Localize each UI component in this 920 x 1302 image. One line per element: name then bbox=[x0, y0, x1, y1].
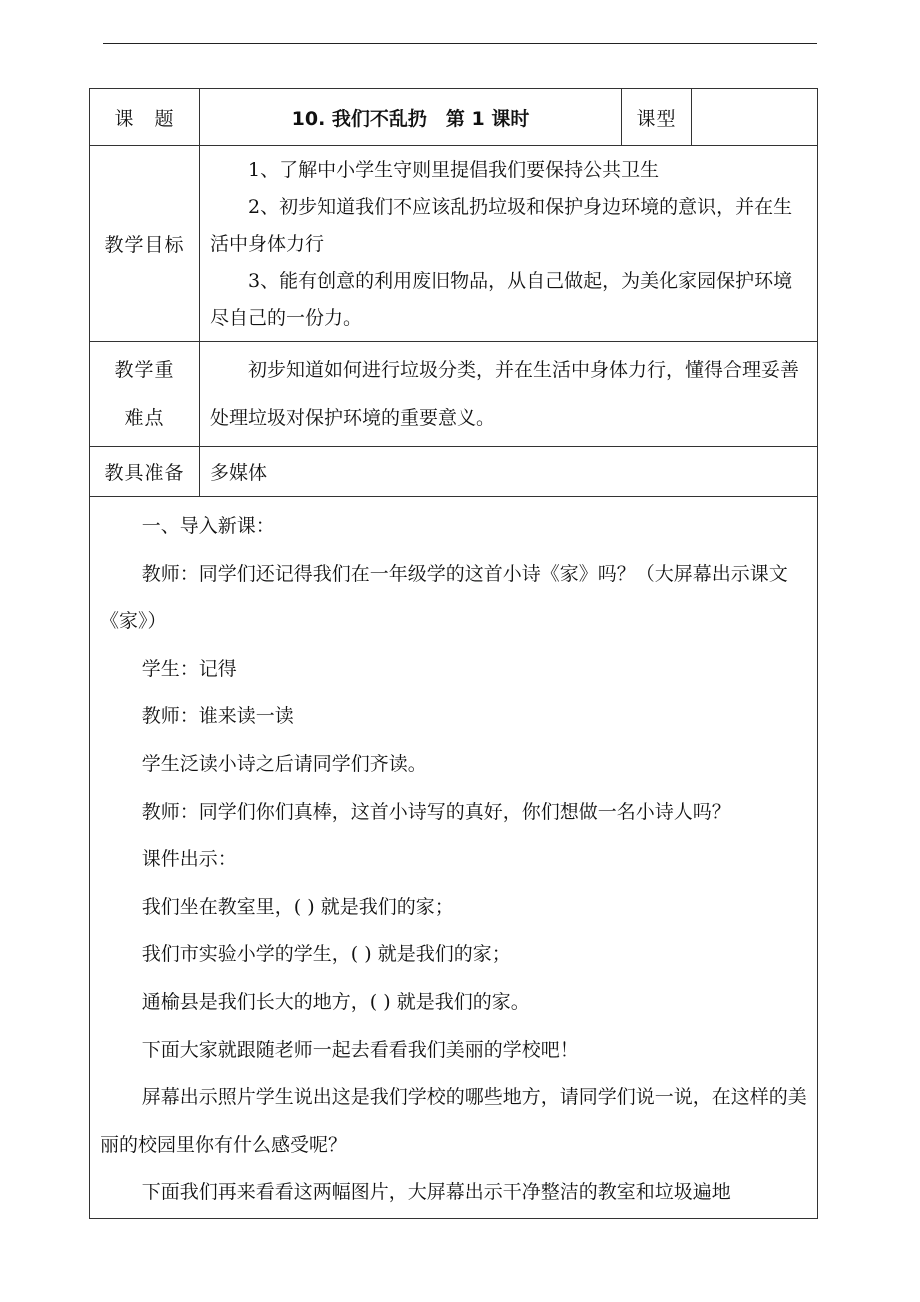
goal-item: 1、了解中小学生守则里提倡我们要保持公共卫生 bbox=[248, 159, 660, 181]
process-row bbox=[90, 497, 818, 1219]
lesson-title: 10. 我们不乱扔 第 1 课时 bbox=[200, 89, 622, 146]
focus-label-line2: 难点 bbox=[124, 407, 165, 429]
header-rule bbox=[103, 43, 817, 44]
process-paragraph: 屏幕出示照片学生说出这是我们学校的哪些地方，请同学们说一说，在这样的美丽的校园里你有什么感受呢？ bbox=[100, 1086, 807, 1156]
tools-value: 多媒体 bbox=[200, 447, 818, 497]
process-paragraph: 我们市实验小学的学生，( ) 就是我们的家； bbox=[141, 943, 511, 966]
topic-row bbox=[90, 89, 818, 146]
process-cell bbox=[90, 497, 818, 1219]
process-paragraph: 下面大家就跟随老师一起去看看我们美丽的学校吧！ bbox=[141, 1038, 579, 1061]
process-paragraph: 学生：记得 bbox=[141, 657, 237, 680]
process-paragraph: 通榆县是我们长大的地方，( ) 就是我们的家。 bbox=[141, 990, 530, 1013]
topic-label: 课 题 bbox=[90, 89, 200, 146]
process-paragraph: 学生泛读小诗之后请同学们齐读。 bbox=[141, 752, 427, 775]
process-paragraph: 我们坐在教室里，( ) 就是我们的家； bbox=[141, 895, 454, 918]
goal-item: 2、初步知道我们不应该乱扔垃圾和保护身边环境的意识，并在生活中身体力行 bbox=[210, 196, 793, 255]
process-paragraph: 下面我们再来看看这两幅图片，大屏幕出示干净整洁的教室和垃圾遍地 bbox=[141, 1181, 731, 1204]
process-paragraph: 教师：谁来读一读 bbox=[141, 705, 294, 728]
goals-label: 教学目标 bbox=[90, 146, 200, 342]
goals-row bbox=[90, 146, 818, 342]
lesson-plan-table bbox=[89, 88, 818, 1219]
goals-cell bbox=[200, 146, 818, 342]
focus-cell bbox=[200, 342, 818, 447]
focus-row bbox=[90, 342, 818, 447]
lesson-type-value bbox=[692, 89, 818, 146]
process-paragraph: 教师：同学们你们真棒，这首小诗写的真好，你们想做一名小诗人吗？ bbox=[141, 800, 731, 823]
process-paragraph: 教师：同学们还记得我们在一年级学的这首小诗《家》吗？（大屏幕出示课文《家》） bbox=[100, 562, 788, 633]
process-paragraph: 课件出示： bbox=[141, 848, 237, 871]
process-paragraph: 一、导入新课： bbox=[141, 515, 275, 537]
goal-item: 3、能有创意的利用废旧物品，从自己做起，为美化家园保护环境尽自己的一份力。 bbox=[210, 270, 793, 329]
tools-row bbox=[90, 447, 818, 497]
focus-label bbox=[90, 342, 200, 447]
tools-label: 教具准备 bbox=[90, 447, 200, 497]
focus-text: 初步知道如何进行垃圾分类，并在生活中身体力行，懂得合理妥善处理垃圾对保护环境的重要意义。 bbox=[210, 359, 800, 429]
focus-label-line1: 教学重 bbox=[114, 359, 175, 381]
lesson-type-label: 课型 bbox=[622, 89, 692, 146]
